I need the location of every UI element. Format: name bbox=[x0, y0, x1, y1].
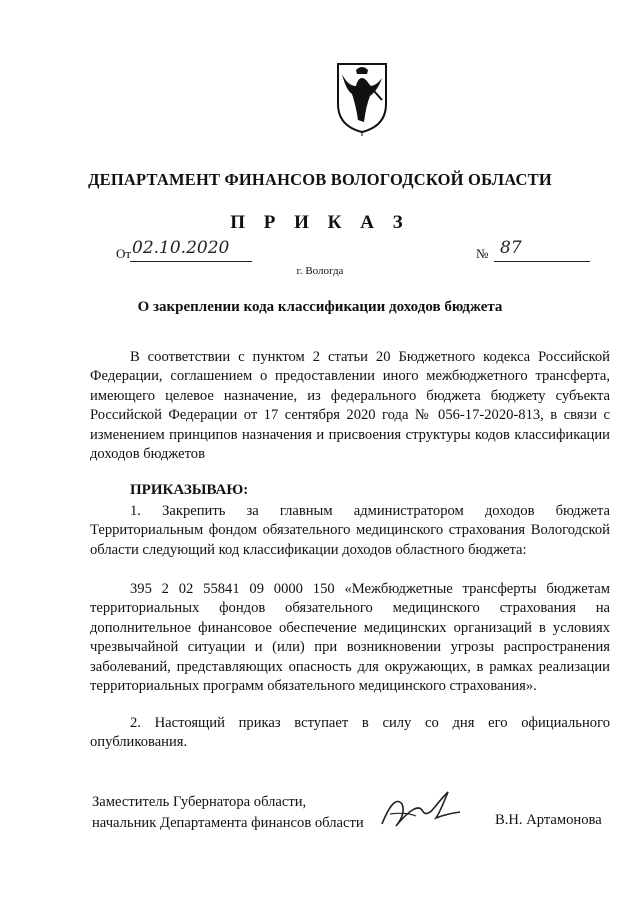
date-underline bbox=[130, 261, 252, 262]
position-line-2: начальник Департамента финансов области bbox=[92, 815, 364, 831]
item-1-text: 1. Закрепить за главным администратором доходов бюджета Территориальным фондом обязательного медицинского страхования Вологодской области следующий код классификации доходов областного бюджета: bbox=[90, 503, 610, 558]
item-2-paragraph bbox=[90, 714, 610, 753]
document-subject: О закреплении кода классификации доходов бюджета bbox=[137, 299, 503, 315]
handwritten-signature-icon bbox=[376, 784, 466, 834]
signatory-name: В.Н. Артамонова bbox=[495, 812, 602, 828]
date-prefix: От bbox=[116, 246, 132, 261]
date-handwritten: 02.10.2020 bbox=[132, 238, 230, 258]
item-2-text: 2. Настоящий приказ вступает в силу со дня его официального опубликования. bbox=[90, 715, 610, 751]
document-type-title: П Р И К А З bbox=[230, 212, 410, 233]
number-underline bbox=[494, 261, 590, 262]
city-label: г. Вологда bbox=[296, 265, 344, 277]
intro-text: В соответствии с пунктом 2 статьи 20 Бюджетного кодекса Российской Федерации, соглашением о предоставлении иного межбюджетного трансферта, имеющего целевое назначение, из федерального бюджета бюджету субъекта Российской Федерации от 17 сентября 2020 года № 056-17-2020-813, в связи с изменением принципов назначения и присвоения структуры кодов классификации доходов бюджетов bbox=[90, 349, 610, 463]
code-text: 395 2 02 55841 09 0000 150 «Межбюджетные трансферты бюджетам территориальных фондов обязательного медицинского страхования на дополнительное финансовое обеспечение медицинских организаций в условиях чрезвычайной ситуации и (или) при возникновении угрозы распространения заболеваний, представляющих опасность для окружающих, в рамках реализации территориальных программ обязательного медицинского страхования». bbox=[90, 581, 610, 695]
coat-of-arms-icon bbox=[336, 60, 388, 136]
code-paragraph bbox=[90, 580, 610, 696]
number-handwritten: 87 bbox=[500, 238, 522, 258]
decree-heading: ПРИКАЗЫВАЮ: bbox=[130, 482, 249, 498]
signatory-position bbox=[92, 792, 364, 834]
number-field bbox=[476, 238, 596, 262]
intro-paragraph bbox=[90, 348, 610, 464]
date-field bbox=[116, 238, 256, 262]
number-prefix: № bbox=[476, 246, 489, 261]
item-1-paragraph bbox=[90, 502, 610, 560]
department-title: ДЕПАРТАМЕНТ ФИНАНСОВ ВОЛОГОДСКОЙ ОБЛАСТИ bbox=[88, 170, 552, 189]
position-line-1: Заместитель Губернатора области, bbox=[92, 794, 307, 810]
